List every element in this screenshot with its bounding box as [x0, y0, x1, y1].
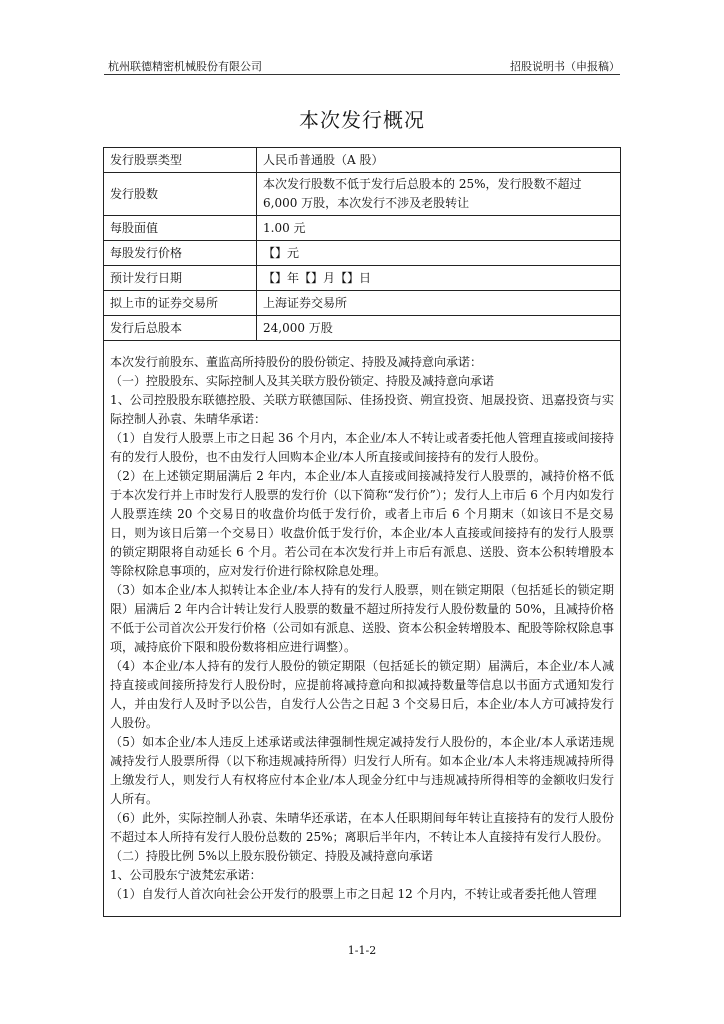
row-label: 发行股票类型 [104, 148, 257, 173]
row-label: 每股面值 [104, 216, 257, 241]
row-value: 人民币普通股（A 股） [257, 148, 621, 173]
header-divider [104, 74, 620, 75]
table-row [104, 291, 621, 316]
table-row [104, 173, 621, 216]
table-row [104, 148, 621, 173]
row-value: 24,000 万股 [257, 316, 621, 341]
row-label: 发行股数 [104, 173, 257, 216]
row-value: 上海证券交易所 [257, 291, 621, 316]
commitment-paragraph: （2）在上述锁定期届满后 2 年内，本企业/本人直接或间接减持发行人股票的，减持价格不低于本次发行并上市时发行人股票的发行价（以下简称“发行价”）；发行人上市后 6 个月内如发行人股票连续 20 个交易日的收盘价均低于发行价，或者上市后 6 个月期末（如该日不是交易日，则为该日后第一个交易日）收盘价低于发行价，本企业/本人直接或间接持有的发行人股票的锁定期限将自动延长 6 个月。若公司在本次发行并上市后有派息、送股、资本公积转增股本等除权除息事项的，应对发行价进行除权除息处理。 [110, 469, 614, 578]
commitments-cell [104, 341, 621, 917]
row-label: 每股发行价格 [104, 241, 257, 266]
commitment-paragraph: 本次发行前股东、董监高所持股份的股份锁定、持股及减持意向承诺： [110, 355, 483, 369]
commitment-paragraph: （5）如本企业/本人违反上述承诺或法律强制性规定减持发行人股份的，本企业/本人承诺违规减持发行人股票所得（以下称违规减持所得）归发行人所有。如本企业/本人未将违规减持所得上缴发行人，则发行人有权将应付本企业/本人现金分红中与违规减持所得相等的金额收归发行人所有。 [110, 735, 614, 806]
page-number: 1-1-2 [347, 944, 377, 957]
row-label: 发行后总股本 [104, 316, 257, 341]
commitment-paragraph: （1）自发行人首次向社会公开发行的股票上市之日起 12 个月内，不转让或者委托他人管理 [110, 887, 597, 901]
table-row [104, 341, 621, 917]
header-company: 杭州联德精密机械股份有限公司 [108, 60, 262, 73]
table-row [104, 241, 621, 266]
commitment-paragraph: （一）控股股东、实际控制人及其关联方股份锁定、持股及减持意向承诺 [110, 374, 495, 388]
commitment-paragraph: 1、公司股东宁波梵宏承诺： [110, 868, 262, 882]
commitment-paragraph: 1、公司控股股东联德控股、关联方联德国际、佳扬投资、朔宣投资、旭晟投资、迅嘉投资与实际控制人孙袁、朱晴华承诺： [110, 393, 614, 426]
row-value: 本次发行股数不低于发行后总股本的 25%，发行股数不超过 6,000 万股，本次发行不涉及老股转让 [257, 173, 621, 216]
table-row [104, 266, 621, 291]
commitment-paragraph: （3）如本企业/本人拟转让本企业/本人持有的发行人股票，则在锁定期限（包括延长的锁定期限）届满后 2 年内合计转让发行人股票的数量不超过所持发行人股份数量的 50%，且减持价格不低于公司首次公开发行价格（公司如有派息、送股、资本公积金转增股本、配股等除权除息事项，减持底价下限和股份数将相应进行调整）。 [110, 583, 615, 654]
commitment-paragraph: （1）自发行人股票上市之日起 36 个月内，本企业/本人不转让或者委托他人管理直接或间接持有的发行人股份，也不由发行人回购本企业/本人所直接或间接持有的发行人股份。 [110, 431, 614, 464]
row-value: 【】元 [257, 241, 621, 266]
commitment-paragraph: （二）持股比例 5%以上股东股份锁定、持股及减持意向承诺 [110, 849, 433, 863]
header-doc-type: 招股说明书（申报稿） [510, 60, 620, 73]
offering-summary-table [103, 147, 621, 917]
commitment-paragraph: （6）此外，实际控制人孙袁、朱晴华还承诺，在本人任职期间每年转让直接持有的发行人股份不超过本人所持有发行人股份总数的 25%；离职后半年内，不转让本人直接持有发行人股份。 [110, 811, 614, 844]
table-row [104, 216, 621, 241]
row-value: 1.00 元 [257, 216, 621, 241]
page-title: 本次发行概况 [299, 108, 425, 132]
row-label: 预计发行日期 [104, 266, 257, 291]
row-value: 【】年【】月【】日 [257, 266, 621, 291]
table-row [104, 316, 621, 341]
row-label: 拟上市的证券交易所 [104, 291, 257, 316]
commitment-paragraph: （4）本企业/本人持有的发行人股份的锁定期限（包括延长的锁定期）届满后，本企业/本人减持直接或间接所持发行人股份时，应提前将减持意向和拟减持数量等信息以书面方式通知发行人，并由发行人及时予以公告，自发行人公告之日起 3 个交易日后，本企业/本人方可减持发行人股份。 [110, 659, 614, 730]
